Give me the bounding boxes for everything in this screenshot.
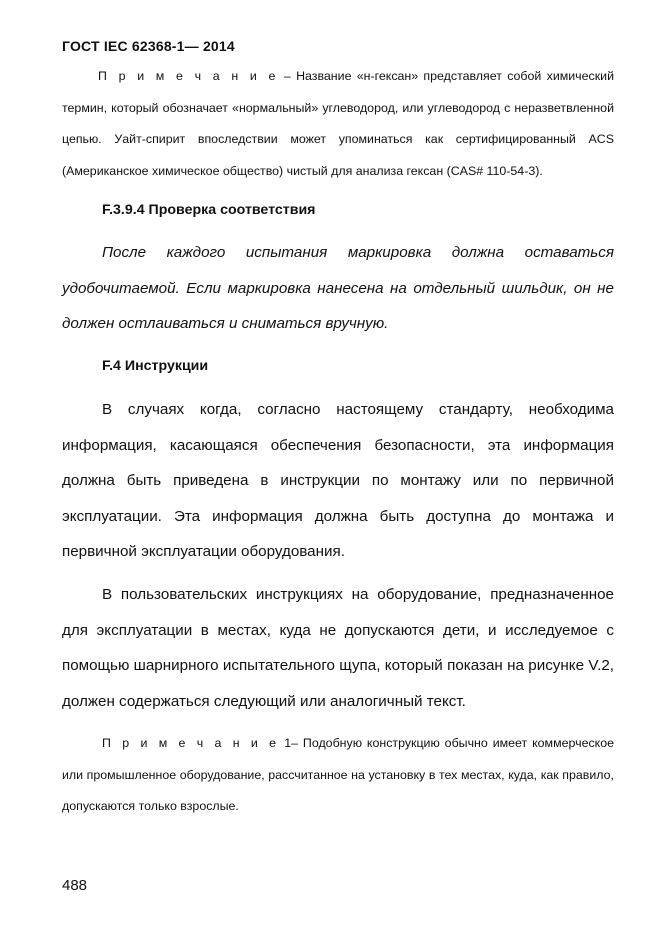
paragraph-instructions-1: [62, 392, 614, 570]
paragraph-instructions-2: [62, 577, 614, 719]
compliance-text: После каждого испытания маркировка должна оставаться удобочитаемой. Если маркировка нанесена на отдельный шильдик, он не должен остлаиваться и сниматься вручную.: [62, 244, 614, 333]
section-heading-f4: F.4 Инструкции: [102, 358, 209, 374]
note-text: – Название «н-гексан» представляет собой химический термин, который обозначает «нормальный» углеводород, или углеводород с неразветвленной цепью. Уайт-спирит впоследствии может упоминаться как сертифицированный ACS (Американское химическое общество) чистый для анализа гексан (CAS# 110-54-3).: [62, 69, 614, 178]
paragraph-compliance-check: [62, 235, 614, 342]
instructions-text-1: В случаях когда, согласно настоящему стандарту, необходима информация, касающаяся обеспечения безопасности, эта информация должна быть приведена в инструкции по монтажу или по первичной эксплуатации. Эта информация должна быть доступна до монтажа и первичной эксплуатации оборудования.: [62, 401, 614, 561]
note-text: 1– Подобную конструкцию обычно имеет коммерческое или промышленное оборудование, рассчитанное на установку в тех местах, куда, как правило, допускаются только взрослые.: [62, 736, 614, 813]
note-hexane: [62, 61, 614, 187]
instructions-text-2: В пользовательских инструкциях на оборудование, предназначенное для эксплуатации в местах, куда не допускаются дети, и исследуемое с помощью шарнирного испытательного щупа, который показан на рисунке V.2, должен содержаться следующий или аналогичный текст.: [62, 586, 614, 710]
note-label: П р и м е ч а н и е: [98, 69, 279, 83]
note-commercial-equipment: [62, 728, 614, 823]
note-label: П р и м е ч а н и е: [102, 736, 280, 750]
page-number: 488: [62, 877, 88, 894]
section-heading-f394: F.3.9.4 Проверка соответствия: [102, 202, 316, 218]
standard-header: ГОСТ IEC 62368-1— 2014: [62, 38, 235, 54]
